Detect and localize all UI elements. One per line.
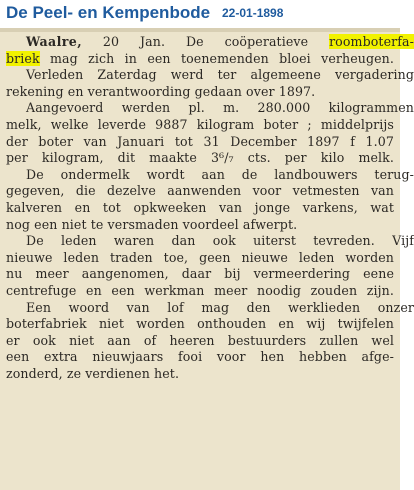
highlighted-term: briek xyxy=(6,50,40,66)
article-line-15: nu meer aangenomen, daar bij vermeerdering eene xyxy=(6,266,394,282)
article-body xyxy=(6,34,414,382)
article-line-14: nieuwe leden traden toe, geen nieuwe leden worden xyxy=(6,249,394,265)
article-line-8: per kilogram, dit maakte 3⁶/₇ cts. per kilo melk. xyxy=(6,150,394,166)
article-line-13: De leden waren dan ook uiterst tevreden. Vijf xyxy=(26,233,414,249)
article-line-6: melk, welke leverde 9887 kilogram boter ; middelprijs xyxy=(6,116,394,132)
article-line-2 xyxy=(6,51,394,68)
article-line-19: er ook niet aan of heeren bestuurders zullen wel xyxy=(6,332,394,348)
article-line-4: rekening en verantwoording gedaan over 1897. xyxy=(6,83,316,99)
line-text: mag zich in een toenemenden bloei verheugen. xyxy=(39,50,394,66)
article-line-1 xyxy=(6,34,414,51)
article-line-10: gegeven, die dezelve aanwenden voor vetmesten van xyxy=(6,183,394,199)
publication-date: 22-01-1898 xyxy=(222,6,284,20)
article-line-21: zonderd, ze verdienen het. xyxy=(6,365,180,381)
article-line-5: Aangevoerd werden pl. m. 280.000 kilogrammen xyxy=(26,100,414,116)
article-line-3: Verleden Zaterdag werd ter algemeene vergadering xyxy=(26,67,414,83)
newspaper-clipping xyxy=(0,28,414,490)
highlighted-term: roomboterfa- xyxy=(329,34,414,49)
article-line-12: nog een niet te versmaden voordeel afwerpt. xyxy=(6,216,298,232)
line-text: 20 Jan. De coöperatieve xyxy=(82,34,330,49)
article-line-18: boterfabriek niet worden onthouden en wij twijfelen xyxy=(6,316,394,332)
clipping-header xyxy=(0,0,400,28)
newspaper-title: De Peel- en Kempenbode xyxy=(6,3,211,22)
article-dateline: Waalre, xyxy=(26,34,82,49)
article-line-17: Een woord van lof mag den werklieden onzer xyxy=(26,299,414,315)
article-line-20: een extra nieuwjaars fooi voor hen hebben afge- xyxy=(6,349,394,365)
article-line-7: der boter van Januari tot 31 December 1897 f 1.07 xyxy=(6,133,394,149)
article-line-11: kalveren en tot opkweeken van jonge varkens, wat xyxy=(6,199,394,215)
clipping-top-edge xyxy=(0,28,400,32)
article-line-16: centrefuge en een werkman meer noodig zouden zijn. xyxy=(6,282,394,298)
article-line-9: De ondermelk wordt aan de landbouwers terug- xyxy=(26,166,414,182)
